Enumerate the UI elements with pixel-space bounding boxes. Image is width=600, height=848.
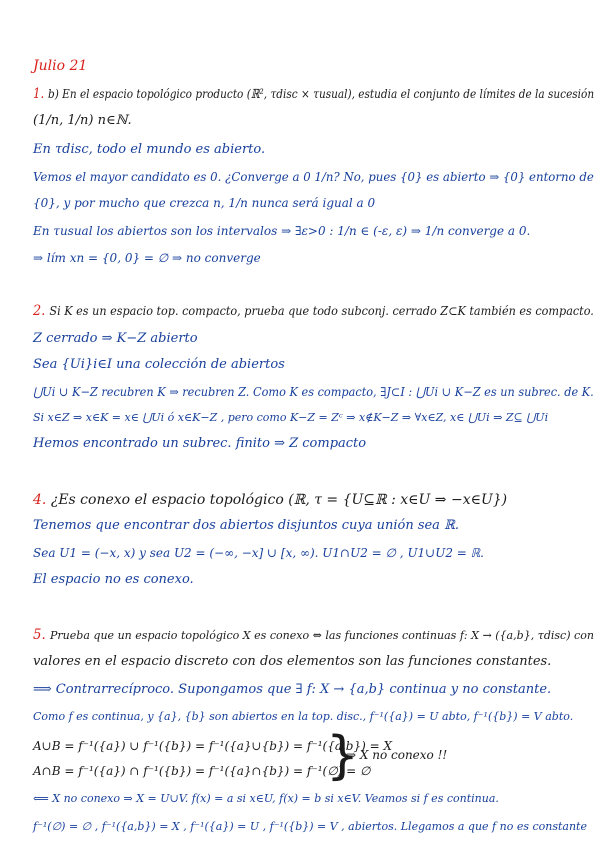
q1-answer-line: Vemos el mayor candidato es 0. ¿Converge a 0 1/n? No, pues {0} es abierto ⇒ {0} entorno de	[33, 170, 594, 184]
q5-statement-line-2: valores en el espacio discreto con dos elementos son las funciones constantes.	[33, 654, 552, 669]
q2-number: 2.	[33, 303, 46, 319]
q5-answer-line: f⁻¹(∅) = ∅ , f⁻¹({a,b}) = X , f⁻¹({a}) = U , f⁻¹({b}) = V , abiertos. Llegamos a que f no es constante	[33, 820, 587, 833]
q4-answer-line: Sea U1 = (−x, x) y sea U2 = (−∞, −x] ∪ [x, ∞). U1∩U2 = ∅ , U1∪U2 = ℝ.	[33, 546, 484, 560]
q1-statement	[33, 86, 594, 102]
q5-answer-line: ⟸ X no conexo ⇒ X = U∪V. f(x) = a si x∈U, f(x) = b si x∈V. Veamos si f es continua.	[33, 792, 499, 805]
q4-number: 4.	[33, 492, 47, 508]
q1-answer-line: {0}, y por mucho que crezca n, 1/n nunca será igual a 0	[33, 196, 376, 210]
q2-statement-text: Si K es un espacio top. compacto, prueba que todo subconj. cerrado Z⊂K también es compacto.	[49, 304, 594, 318]
date-header: Julio 21	[33, 58, 88, 74]
q1-answer-line: ⇒ lím xn = {0, 0} = ∅ ⇒ no converge	[33, 251, 261, 265]
q5-statement	[33, 627, 594, 643]
q1-answer-line: En τdisc, todo el mundo es abierto.	[33, 142, 266, 157]
q2-answer-line: Z cerrado ⇒ K−Z abierto	[33, 331, 198, 346]
q5-answer-line: ⟹ Contrarrecíproco. Supongamos que ∃ f: X → {a,b} continua y no constante.	[33, 682, 552, 697]
q5-conclusion: ⇒ X no conexo !!	[346, 748, 448, 762]
q5-union-line: A∪B = f⁻¹({a}) ∪ f⁻¹({b}) = f⁻¹({a}∪{b}) = f⁻¹({a,b}) = X	[33, 739, 393, 753]
q2-answer-line: Hemos encontrado un subrec. finito ⇒ Z compacto	[33, 436, 367, 451]
q2-answer-line: Sea {Ui}i∈I una colección de abiertos	[33, 357, 285, 372]
q5-statement-text: Prueba que un espacio topológico X es conexo ⇔ las funciones continuas f: X → ({a,b}, τdisc) con	[49, 628, 594, 642]
right-brace: }	[326, 726, 360, 786]
q1-number: 1.	[33, 86, 45, 102]
q1-answer-line: En τusual los abiertos son los intervalos ⇒ ∃ε>0 : 1/n ∈ (-ε, ε) ⇒ 1/n converge a 0.	[33, 224, 531, 238]
q1-sequence: (1/n, 1/n) n∈ℕ.	[33, 113, 132, 128]
q5-number: 5.	[33, 627, 46, 643]
q5-intersection-line: A∩B = f⁻¹({a}) ∩ f⁻¹({b}) = f⁻¹({a}∩{b}) = f⁻¹(∅) = ∅	[33, 764, 371, 778]
q1-statement-text: b) En el espacio topológico producto (ℝ², τdisc × τusual), estudia el conjunto de límites de la sucesión	[47, 86, 595, 101]
q4-statement-text: ¿Es conexo el espacio topológico (ℝ, τ = {U⊆ℝ : x∈U ⇒ −x∈U})	[50, 492, 508, 508]
q2-answer-line: ⋃Ui ∪ K−Z recubren K ⇒ recubren Z. Como K es compacto, ∃J⊂I : ⋃Ui ∪ K−Z es un subrec. de K.	[33, 385, 594, 399]
q2-statement	[33, 303, 594, 319]
q2-answer-line: Si x∈Z ⇒ x∈K = x∈ ⋃Ui ó x∈K−Z , pero como K−Z = Zᶜ ⇒ x∉K−Z ⇒ ∀x∈Z, x∈ ⋃Ui ⇒ Z⊆ ⋃Ui	[33, 411, 549, 424]
q4-statement	[33, 492, 507, 508]
q5-answer-line: Como f es continua, y {a}, {b} son abiertos en la top. disc., f⁻¹({a}) = U abto, f⁻¹({b}) = V abto.	[33, 710, 574, 723]
q4-answer-line: Tenemos que encontrar dos abiertos disjuntos cuya unión sea ℝ.	[33, 518, 460, 533]
q4-answer-line: El espacio no es conexo.	[33, 572, 194, 587]
